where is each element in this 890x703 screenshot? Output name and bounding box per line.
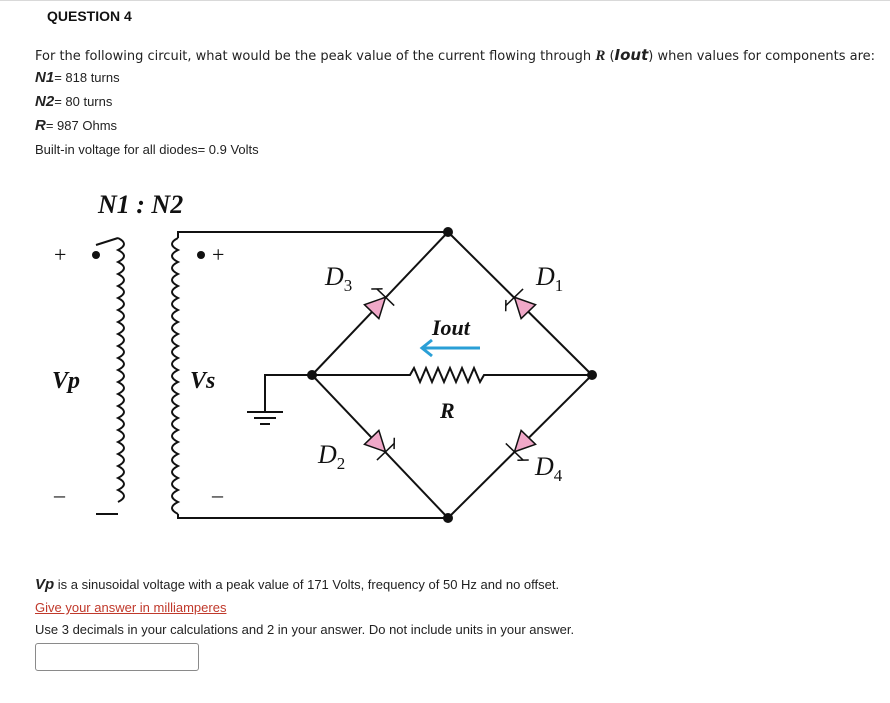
current-arrow xyxy=(422,340,480,356)
note-vp: Vp xyxy=(35,576,55,593)
prompt-iout: Iout xyxy=(614,46,649,64)
vp-label: Vp xyxy=(52,368,81,394)
spec-n1-value: = 818 turns xyxy=(54,70,120,85)
wire-bottom xyxy=(178,514,448,518)
ground-wire xyxy=(265,375,312,412)
prompt-text: For the following circuit, what would be the peak value of the current flowing through xyxy=(35,49,596,64)
primary-minus: – xyxy=(54,482,65,507)
vp-note xyxy=(35,576,559,593)
question-title: QUESTION 4 xyxy=(47,8,132,24)
r-label: R xyxy=(440,398,455,423)
node-top xyxy=(443,227,453,237)
d4-label: $D_4$ xyxy=(535,452,563,485)
spec-r-label: R xyxy=(35,117,46,134)
primary-top-lead xyxy=(96,238,118,245)
prompt-after: ) when values for components are: xyxy=(648,49,876,64)
prompt-open: ( xyxy=(605,49,615,64)
spec-n2-value: = 80 turns xyxy=(54,94,113,109)
diode-d1 xyxy=(500,286,537,323)
node-bottom xyxy=(443,513,453,523)
diode-d2 xyxy=(363,426,400,463)
give-answer-link[interactable]: Give your answer in milliamperes xyxy=(35,600,227,615)
spec-n2-label: N2 xyxy=(35,93,55,110)
primary-plus: + xyxy=(54,242,67,267)
builtin-voltage: Built-in voltage for all diodes= 0.9 Volts xyxy=(35,142,259,157)
primary-dot xyxy=(92,251,100,259)
d1-label: $D_1$ xyxy=(536,262,564,295)
spec-r-value: = 987 Ohms xyxy=(45,118,118,133)
note-text: is a sinusoidal voltage with a peak value of 171 Volts, frequency of 50 Hz and no offset. xyxy=(54,577,560,592)
spec-n2 xyxy=(35,93,112,110)
secondary-dot xyxy=(197,251,205,259)
spec-n1 xyxy=(35,69,120,86)
d2-label: $D_2$ xyxy=(318,440,346,473)
question-prompt xyxy=(35,46,875,65)
answer-input[interactable] xyxy=(35,643,199,671)
decimals-note: Use 3 decimals in your calculations and 2 in your answer. Do not include units in your answer. xyxy=(35,622,575,637)
secondary-coil xyxy=(172,238,178,514)
wire-top xyxy=(178,232,448,238)
circuit-diagram xyxy=(0,180,890,530)
vs-label: Vs xyxy=(190,368,216,394)
resistor xyxy=(312,368,592,382)
primary-coil xyxy=(118,238,124,502)
prompt-r: R xyxy=(595,48,606,64)
secondary-minus: – xyxy=(212,482,223,507)
spec-r xyxy=(35,117,117,134)
iout-label: Iout xyxy=(432,315,470,340)
d3-label: $D_3$ xyxy=(325,262,353,295)
diode-d3 xyxy=(360,283,397,320)
top-divider xyxy=(0,0,890,1)
ratio-label: N1 : N2 xyxy=(98,190,184,219)
spec-n1-label: N1 xyxy=(35,69,55,86)
node-right xyxy=(587,370,597,380)
secondary-plus: + xyxy=(212,242,225,267)
node-left xyxy=(307,370,317,380)
